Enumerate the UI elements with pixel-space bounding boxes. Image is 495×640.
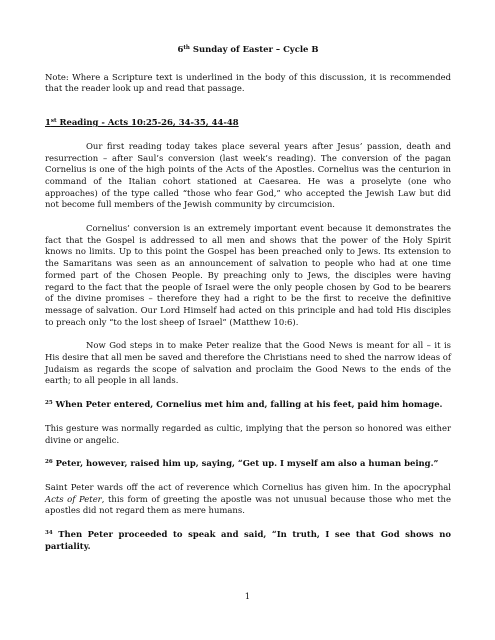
body-paragraph-1: Our first reading today takes place several years after Jesus’ passion, death and resurrection – after Saul’s conversion (last week’s reading). The conversion of the pagan Cornelius is one of the high points of the Acts of the Apostles. Cornelius was the centurion in command of the Italian cohort stationed at Caesarea. He was a proselyte (one who approaches) of the type called “those who fear God,” who accepted the Jewish Law but did not become full members of the Jewish community by circumcision. [45,140,451,210]
commentary-text: , this form of greeting the apostle was not unusual because those who met the apostles did not regard them as mere humans. [45,493,451,516]
verse-number: 25 [45,400,53,407]
body-paragraph-3: Now God steps in to make Peter realize that the Good News is meant for all – it is His desire that all men be saved and therefore the Christians need to shed the narrow ideas of Judaism as regards the scope of salvation and proclaim the Good News to the ends of the earth; to all people in all lands. [45,340,451,386]
verse-number: 34 [45,530,53,537]
body-paragraph-2: Cornelius’ conversion is an extremely important event because it demonstrates the fact that the Gospel is addressed to all men and shows that the power of the Holy Spirit knows no limits. Up to this point the Gospel has been preached only to Jews. Its extension to the Samaritans was seen as an announcement of salvation to people who had at one time formed part of the Chosen People. By preaching only to Jews, the disciples were having regard to the fact that the people of Israel were the only people chosen by God to be bearers of the divine promises – therefore they had a right to be the first to receive the definitive message of salvation. Our Lord Himself had acted on this principle and had told His disciples to preach only “to the lost sheep of Israel” (Matthew 10:6). [45,223,451,327]
verse-text: Peter, however, raised him up, saying, “Get up. I myself am also a human being.” [52,458,439,469]
reading-heading [45,117,451,129]
title-number: 6 [177,44,184,54]
reading-ordinal: st [50,118,57,125]
reading-reference: Reading - Acts 10:25-26, 34-35, 44-48 [56,117,239,128]
verse-25 [45,399,451,411]
verse-text: Then Peter proceeded to speak and said, “In truth, I see that God shows no partiality. [45,529,451,551]
verse-34 [45,529,451,552]
reading-number: 1 [45,117,51,128]
title-text: Sunday of Easter – Cycle B [189,44,319,54]
commentary-25: This gesture was normally regarded as cultic, implying that the person so honored was either divine or angelic. [45,422,451,445]
verse-text: When Peter entered, Cornelius met him and, falling at his feet, paid him homage. [52,399,443,410]
note-paragraph: Note: Where a Scripture text is underlined in the body of this discussion, it is recommended that the reader look up and read that passage. [45,71,451,94]
verse-number: 26 [45,459,53,466]
page-number: 1 [244,592,251,602]
page-title [45,44,451,56]
commentary-italic-title: Acts of Peter [45,493,102,504]
verse-26 [45,458,451,470]
title-ordinal: th [183,45,190,51]
commentary-text: Saint Peter wards off the act of reverence which Cornelius has given him. In the apocryphal [45,481,451,492]
commentary-26 [45,482,451,517]
